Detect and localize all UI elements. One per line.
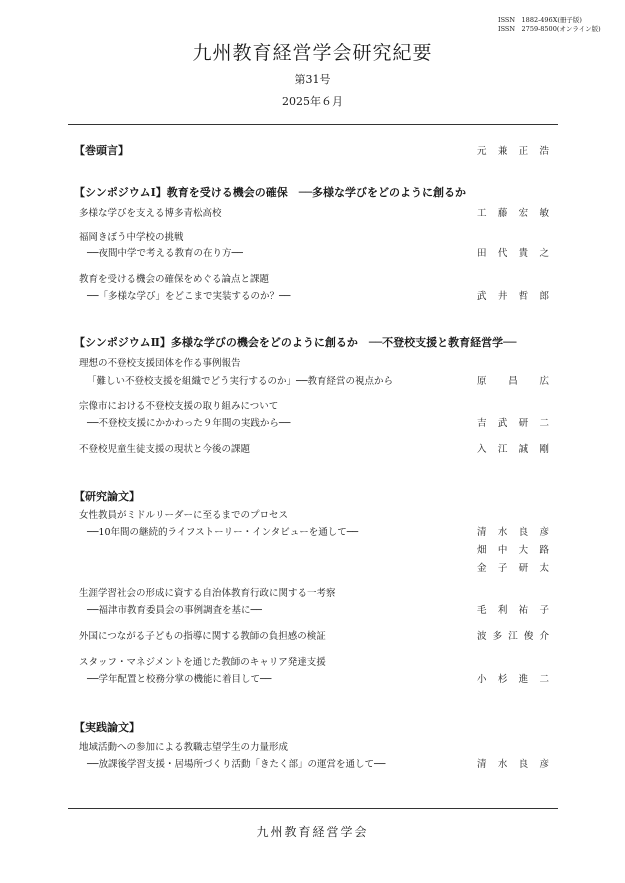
top-rule: [68, 124, 558, 125]
research-article-3-title: 外国につながる子どもの指導に関する教師の負担感の検証: [79, 631, 326, 642]
sym1-article-1-title: 多様な学びを支える博多青松高校: [79, 208, 222, 219]
sym1-article-1-author: 工藤宏敏: [477, 208, 549, 219]
preface-heading: 【巻頭言】: [74, 144, 129, 157]
sym2-article-2-subtitle: ──不登校支援にかかわった９年間の実践から──: [87, 418, 291, 429]
research-article-3-author: 波多江俊介: [477, 631, 549, 642]
research-article-1-subtitle: ──10年間の継続的ライフストーリー・インタビューを通して──: [87, 527, 359, 538]
journal-title: 九州教育経営学会研究紀要: [192, 42, 433, 64]
sym2-article-1-subtitle: 「難しい不登校支援を組織でどう実行するのか」──教育経営の視点から: [87, 376, 393, 387]
practice-article-1-subtitle: ──放課後学習支援・居場所づくり活動「きたく部」の運営を通して──: [87, 759, 386, 770]
research-article-4-author: 小杉進二: [477, 674, 549, 685]
sym1-article-3-author: 武井哲郎: [477, 291, 549, 302]
bottom-rule: [68, 808, 558, 809]
issue-date: 2025年６月: [282, 95, 343, 108]
research-article-2-title: 生涯学習社会の形成に資する自治体教育行政に関する一考察: [79, 588, 336, 599]
sym1-article-3-title: 教育を受ける機会の確保をめぐる論点と課題: [79, 274, 270, 285]
symposium-1-heading: 【シンポジウムⅠ】教育を受ける機会の確保 ──多様な学びをどのように創るか: [74, 186, 467, 199]
research-article-4-title: スタッフ・マネジメントを通じた教師のキャリア発達支援: [79, 657, 326, 668]
sym1-article-2-author: 田代貴之: [477, 248, 549, 259]
research-article-1-title: 女性教員がミドルリーダーに至るまでのプロセス: [79, 510, 289, 521]
sym2-article-1-title: 理想の不登校支援団体を作る事例報告: [79, 358, 241, 369]
symposium-2-heading: 【シンポジウムⅡ】多様な学びの機会をどのように創るか ──不登校支援と教育経営学──: [74, 336, 517, 349]
research-article-1-author-1: 清水良彦: [477, 527, 549, 538]
sym2-article-3-title: 不登校児童生徒支援の現状と今後の課題: [79, 444, 251, 455]
research-article-1-author-3: 金子研太: [477, 563, 549, 574]
publisher-name: 九州教育経営学会: [256, 825, 369, 839]
sym1-article-2-subtitle: ──夜間中学で考える教育の在り方──: [87, 248, 243, 259]
issn-print: ISSN 1882-496X(冊子版): [498, 16, 582, 24]
research-article-1-author-2: 畑中大路: [477, 545, 549, 556]
sym2-article-3-author: 入江誠剛: [477, 444, 549, 455]
issn-online: ISSN 2759-8500(オンライン版): [498, 25, 601, 33]
practice-article-1-title: 地域活動への参加による教職志望学生の力量形成: [79, 742, 289, 753]
sym2-article-1-author: 原昌広: [477, 376, 549, 387]
practice-heading: 【実践論文】: [74, 721, 140, 734]
research-article-2-subtitle: ──福津市教育委員会の事例調査を基に──: [87, 605, 262, 616]
research-article-2-author: 毛利祐子: [477, 605, 549, 616]
sym2-article-2-title: 宗像市における不登校支援の取り組みについて: [79, 401, 279, 412]
sym1-article-3-subtitle: ──「多様な学び」をどこまで実装するのか？──: [87, 291, 291, 302]
preface-author: 元兼正浩: [477, 146, 549, 157]
research-heading: 【研究論文】: [74, 490, 140, 503]
sym1-article-2-title: 福岡きぼう中学校の挑戦: [79, 232, 184, 243]
practice-article-1-author: 清水良彦: [477, 759, 549, 770]
sym2-article-2-author: 吉武研二: [477, 418, 549, 429]
research-article-4-subtitle: ──学年配置と校務分掌の機能に着目して──: [87, 674, 272, 685]
volume-number: 第31号: [294, 73, 331, 86]
